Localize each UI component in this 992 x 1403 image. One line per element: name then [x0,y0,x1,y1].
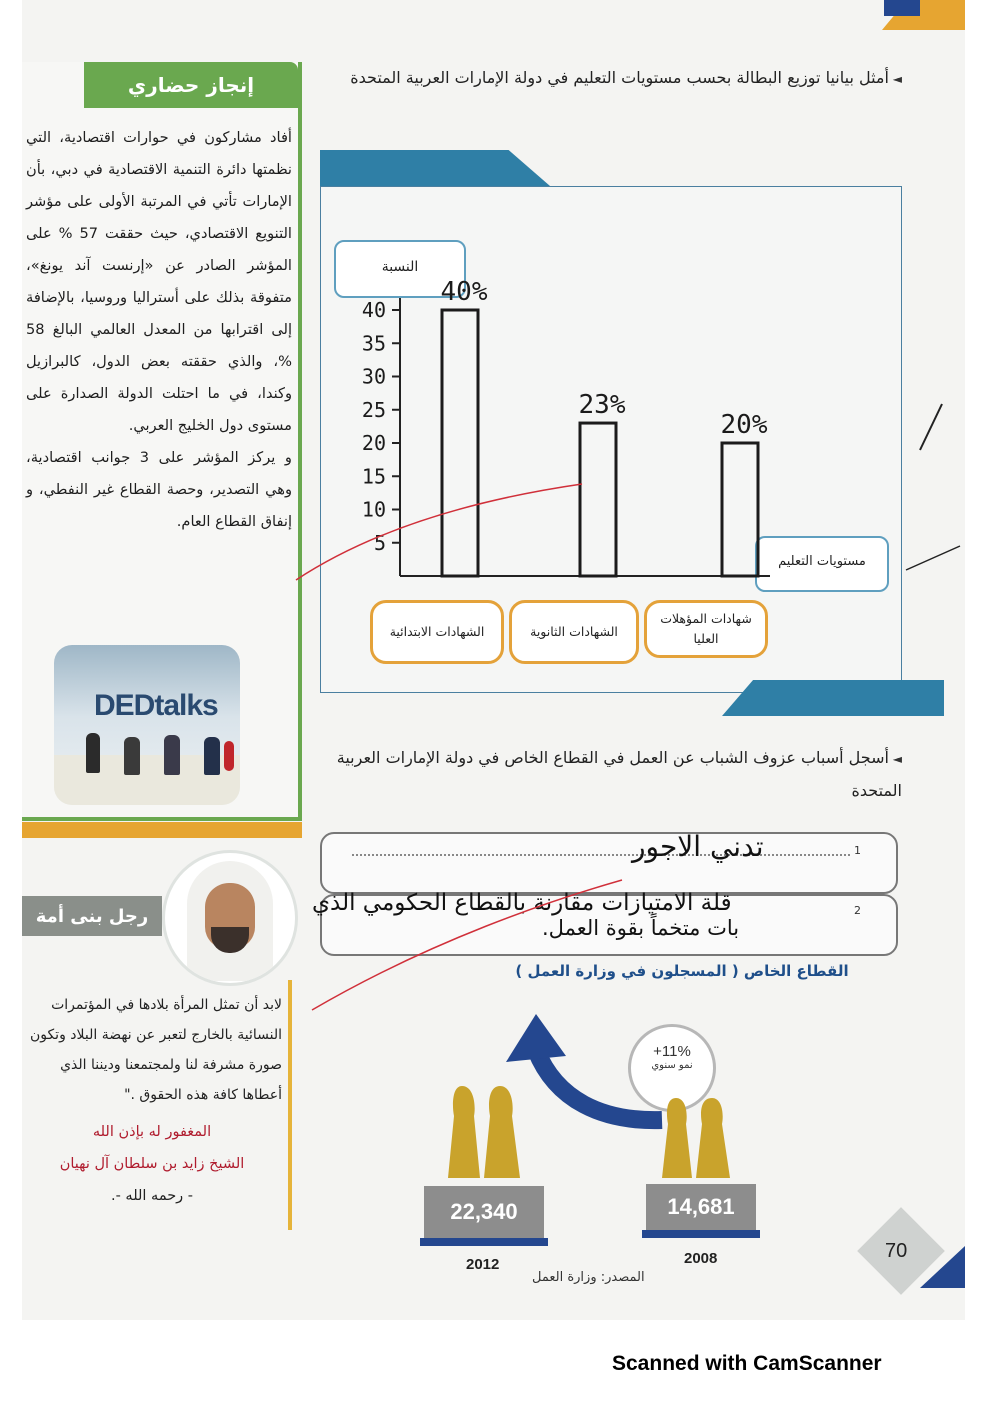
quote-attribution-2: الشيخ زايد بن سلطان آل نهيان [59,1156,245,1172]
bullet-arrow-icon: ◄ [888,72,902,86]
speaker-3 [164,735,180,775]
section-divider [22,822,302,838]
y-tick-label: 25 [361,397,386,422]
dedtalks-logo: DEDtalks [94,689,218,722]
zayed-quote: لابد أن تمثل المرأة بلادها في المؤتمرات النسائية بالخارج لتعبر عن نهضة البلاد وتكون صورة مشرفة لنا ولمجتمعنا وديننا الذي أعطاها كافة هذه الحقوق ." [29,997,282,1103]
answer-2-handwritten-line1: قلة الامتيازات مقارنة بالقطاع الحكومي الذي [312,890,732,916]
y-tick-label: 30 [361,364,386,389]
bar-value-label-3: 20% [720,410,768,440]
answer-1-handwritten: تدني الاجور [632,830,764,863]
question-1 [322,62,902,95]
question-2-text: أسجل أسباب عزوف الشباب عن العمل في القطاع الخاص في دولة الإمارات العربية المتحدة [336,748,902,800]
x-axis-label: مستويات التعليم [755,536,889,592]
y-tick-label: 5 [373,530,386,555]
bar-value-label-2: 23% [578,390,626,421]
achievement-text [26,122,292,538]
y-axis-label: النسبة [334,240,466,298]
scanner-footer: Scanned with CamScanner [612,1352,882,1375]
achievement-tab-title: إنجاز حضاري [84,62,298,108]
y-tick-label: 20 [361,431,386,455]
growth-value: +11% [653,1043,691,1060]
y-tick-label: 10 [361,497,386,522]
category-primary: الشهادات الابتدائية [370,600,504,664]
value-2012: 22,340 [424,1186,544,1238]
year-2008: 2008 [684,1250,718,1267]
sheikh-zayed-portrait [162,850,298,986]
figures-2008-icon [662,1094,738,1178]
corner-decoration-top-blue [884,0,920,16]
answer-2-number: 2 [854,904,861,917]
speaker-4 [204,737,220,775]
dedtalks-photo [54,645,240,805]
base-2008 [642,1230,760,1238]
y-tick-label: 15 [361,464,386,489]
achievement-paragraph-2: و يركز المؤشر على 3 جوانب اقتصادية، وهي التصدير، وحصة القطاع غير النفطي، و إنفاق القطاع العام. [26,449,292,530]
man-of-nation-tab: رجل بنى أمة [22,896,162,936]
textbook-page [22,0,965,1320]
source-note: المصدر: وزارة العمل [532,1270,645,1285]
category-higher: شهادات المؤهلات العليا [644,600,768,658]
answer-1-number: 1 [854,844,861,857]
private-sector-title: القطاع الخاص ( المسجلون في وزارة العمل ) [515,962,849,980]
base-2012 [420,1238,548,1246]
chart-corner-top [320,150,550,186]
page-number: 70 [885,1240,908,1262]
speaker-2 [124,737,140,775]
bullet-arrow-icon-2: ◄ [888,752,902,766]
speaker-5 [224,741,234,771]
y-tick-label: 40 [361,298,386,322]
quote-attribution-3: - رحمه الله -. [110,1188,194,1204]
growth-label: نمو سنوي [651,1060,693,1071]
question-1-text: أمثل بيانيا توزيع البطالة بحسب مستويات التعليم في دولة الإمارات العربية المتحدة [350,68,889,87]
category-secondary: الشهادات الثانوية [509,600,639,664]
red-pen-stroke [292,470,912,1030]
year-2012: 2012 [466,1256,500,1273]
speaker-1 [86,733,100,773]
achievement-paragraph: أفاد مشاركون في حوارات اقتصادية، التي نظمتها دائرة التنمية الاقتصادية في دبي، بأن الإمارات تأتي في المرتبة الأولى على مؤشر التنويع الاقتصادي، حيث حققت 57 % على المؤشر الصادر عن «إرنست آند يونغ»، متفوقة بذلك على أستراليا وروسيا، بالإضافة إلى اقترابها من المعدل العالمي البالغ 58 %، والذي حققته بعض الدول، كالبرازيل وكندا، في ما احتلت الدولة الصدارة على مستوى دول الخليج العربي. [26,129,292,434]
value-2008: 14,681 [646,1184,756,1230]
figures-2012-icon [448,1082,528,1178]
answer-2-handwritten-line2: بات متخماً بقوة العمل. [542,916,740,940]
y-tick-label: 35 [361,331,386,356]
quote-attribution-1: المغفور له بإذن الله [92,1124,212,1140]
bar-value-label-1: 40% [440,277,488,307]
